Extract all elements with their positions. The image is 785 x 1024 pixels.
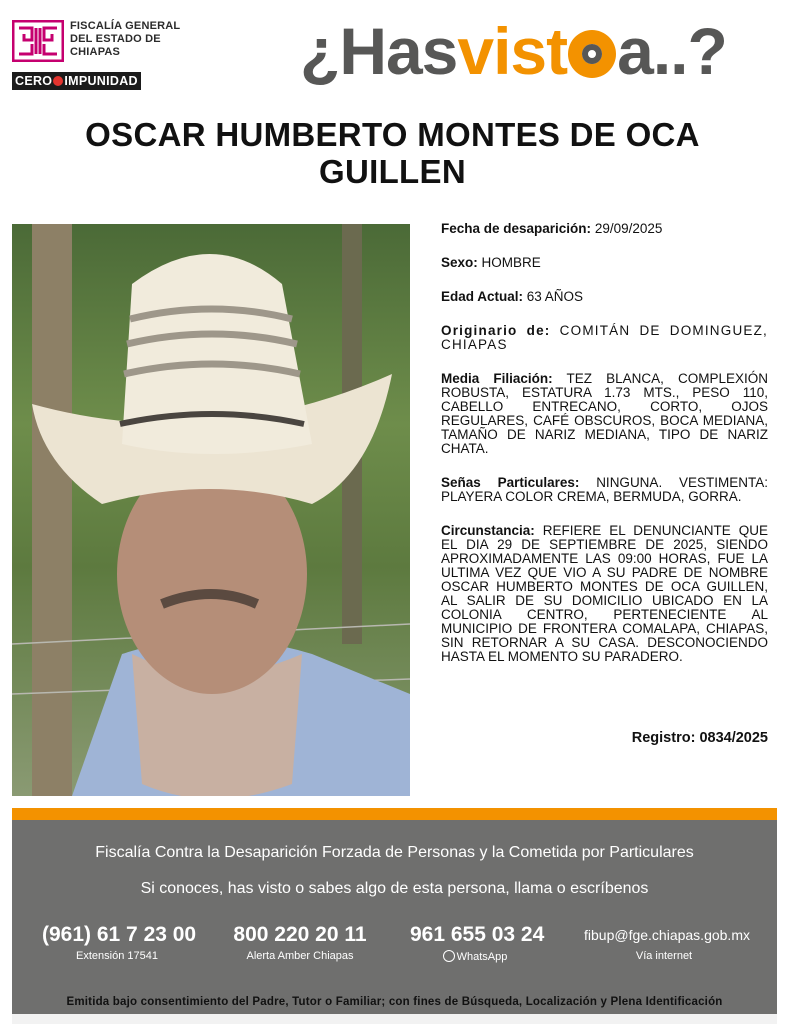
person-name: OSCAR HUMBERTO MONTES DE OCA GUILLEN	[85, 116, 700, 190]
eye-icon	[568, 30, 616, 78]
consent-note: Emitida bajo consentimiento del Padre, Tutor o Familiar; con fines de Búsqueda, Localización y Plena Identificación	[66, 996, 723, 1008]
institution-name: FISCALÍA GENERAL DEL ESTADO DE CHIAPAS	[70, 20, 181, 58]
footer-call-to-action: Si conoces, has visto o sabes algo de esta persona, llama o escríbenos	[140, 880, 649, 897]
amber-number[interactable]: 800 220 20 11	[233, 923, 367, 946]
circunstancia-label: Circunstancia:	[441, 523, 535, 538]
filiacion-label: Media Filiación:	[441, 371, 553, 386]
sexo-label: Sexo:	[441, 255, 478, 270]
fecha-value: 29/09/2025	[594, 221, 663, 236]
edad-label: Edad Actual:	[441, 289, 524, 304]
field-origen	[441, 324, 768, 352]
accent-bar	[12, 808, 777, 820]
details-panel	[441, 222, 768, 684]
whatsapp-number[interactable]: 961 655 03 24	[410, 923, 545, 946]
contact-phone	[42, 922, 197, 962]
field-sexo	[441, 256, 768, 270]
whatsapp-caption-row	[410, 950, 540, 963]
phone-caption: Extensión 17541	[76, 950, 158, 962]
brand-a: a..?	[617, 14, 727, 88]
brand-visto: vist	[457, 14, 568, 88]
field-fecha	[441, 222, 768, 236]
contact-amber	[230, 922, 370, 962]
edad-value: 63 AÑOS	[526, 289, 584, 304]
fge-logo-icon	[12, 20, 64, 62]
filiacion-value: TEZ BLANCA, COMPLEXIÓN ROBUSTA, ESTATURA 1.73 MTS., PESO 110, CABELLO ENTRECANO, CORTO, OJOS REGULARES, CAFÉ OBSCUROS, BOCA MEDIANA, TAMAÑO DE NARIZ MEDIANA, TIPO DE NARIZ CHATA.	[441, 371, 768, 456]
person-photo	[12, 224, 410, 796]
brand-has: ¿Has	[300, 14, 458, 88]
registro-label: Registro:	[631, 730, 696, 746]
amber-caption: Alerta Amber Chiapas	[246, 950, 354, 962]
footer-agency: Fiscalía Contra la Desaparición Forzada de Personas y la Cometida por Particulares	[95, 844, 694, 861]
field-filiacion	[441, 372, 768, 456]
senas-label: Señas Particulares:	[441, 475, 580, 490]
senas-value: NINGUNA. VESTIMENTA: PLAYERA COLOR CREMA, BERMUDA, GORRA.	[441, 475, 768, 504]
fecha-label: Fecha de desaparición:	[441, 221, 592, 236]
origen-label: Originario de:	[441, 323, 551, 338]
contact-whatsapp	[410, 922, 545, 963]
whatsapp-icon	[443, 950, 455, 962]
registro-value: 0834/2025	[699, 730, 768, 746]
bottom-strip	[12, 1014, 777, 1024]
email-address[interactable]: fibup@fge.chiapas.gob.mx	[584, 927, 750, 943]
sexo-value: HOMBRE	[481, 255, 541, 270]
red-dot-icon	[53, 76, 63, 86]
contact-footer	[12, 808, 777, 1014]
has-visto-logo	[300, 6, 727, 96]
circunstancia-value: REFIERE EL DENUNCIANTE QUE EL DIA 29 DE SEPTIEMBRE DE 2025, SIENDO APROXIMADAMENTE LAS 09:00 HORAS, FUE LA ULTIMA VEZ QUE VIO A SU PADRE DE NOMBRE OSCAR HUMBERTO MONTES DE OCA GUILLEN, AL SALIR DE SU DOMICILIO UBICADO EN LA COLONIA CENTRO, PERTENECIENTE AL MUNICIPIO DE FRONTERA COMALAPA, CHIAPAS, SIN RETORNAR A SU CASA. DESCONOCIENDO HASTA EL MOMENTO SU PARADERO.	[441, 523, 768, 664]
whatsapp-caption: WhatsApp	[456, 951, 508, 963]
origen-value: COMITÁN DE DOMINGUEZ, CHIAPAS	[441, 323, 769, 352]
registro	[441, 730, 768, 746]
field-senas	[441, 476, 768, 504]
contact-email	[584, 922, 750, 962]
field-circunstancia	[441, 524, 768, 664]
cero-impunidad-badge	[12, 72, 141, 90]
slogan-cero: CERO	[15, 74, 53, 88]
email-caption: Vía internet	[635, 950, 693, 962]
phone-number[interactable]: (961) 61 7 23 00	[42, 923, 197, 946]
photo-illustration	[12, 224, 410, 796]
field-edad	[441, 290, 768, 304]
slogan-impunidad: IMPUNIDAD	[64, 74, 138, 88]
